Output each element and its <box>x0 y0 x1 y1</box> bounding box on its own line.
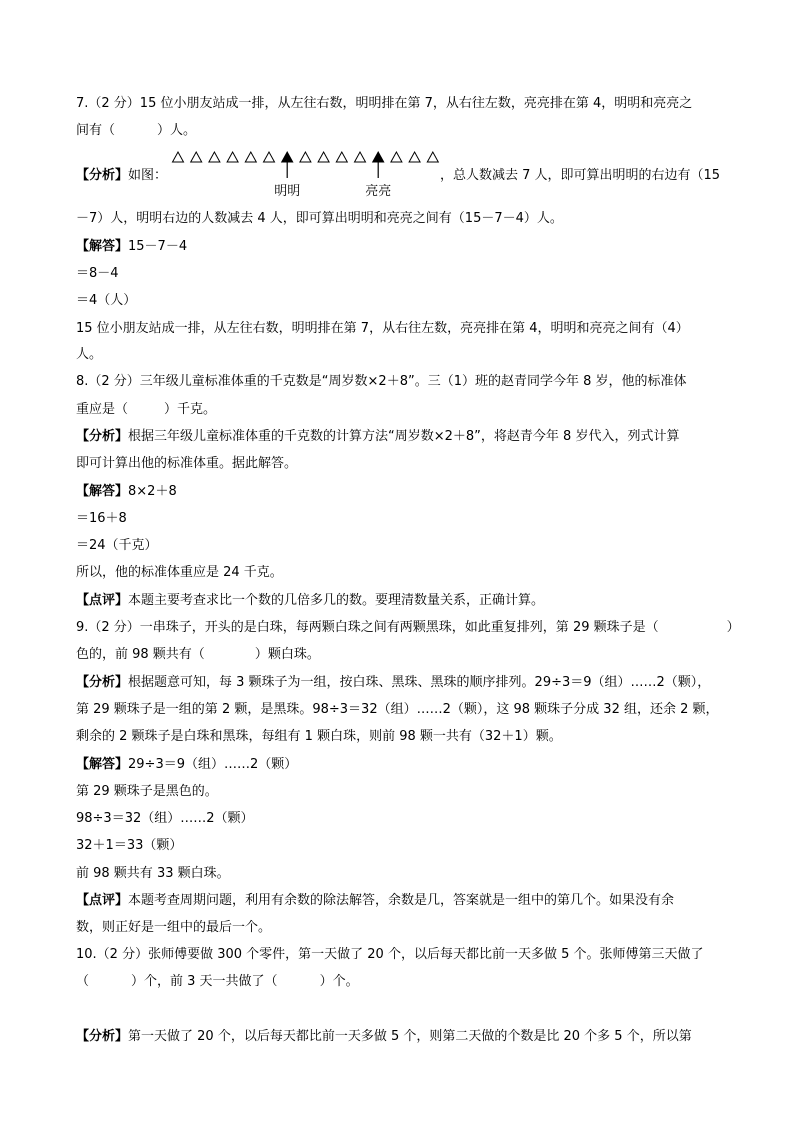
q7-stem-line1: 7.（2 分）15 位小朋友站成一排，从左往右数，明明排在第 7，从右往左数，亮亮排在第 4，明明和亮亮之 <box>76 96 693 111</box>
q8-stem-line1: 8.（2 分）三年级儿童标准体重的千克数是“周岁数×2＋8”。三（1）班的赵青同学今年 8 岁，他的标准体 <box>76 374 687 389</box>
q9-stem-line2 <box>76 646 320 664</box>
q7-analysis-tag: 【分析】 <box>76 168 129 183</box>
q9-analysis-text: 根据题意可知，每 3 颗珠子为一组，按白珠、黑珠、黑珠的顺序排列。29÷3＝9（组）……2（颗）， <box>128 675 711 690</box>
q8-solution-line1 <box>76 483 177 501</box>
q10-stem-line2 <box>76 973 359 991</box>
q9-analysis-tag: 【分析】 <box>76 675 129 690</box>
q9-review-line2: 数，则正好是一组中的最后一个。 <box>76 920 272 935</box>
q8-stem-line2 <box>76 401 216 419</box>
q7-solution-tag: 【解答】 <box>76 239 129 254</box>
person-triangle <box>300 152 311 162</box>
q10-analysis-text: 第一天做了 20 个，以后每天都比前一天多做 5 个，则第二天做的个数是比 20 个多 5 个，所以第 <box>128 1029 692 1044</box>
q8-solution-expr: 8×2＋8 <box>128 484 177 499</box>
person-triangle <box>409 152 420 162</box>
q7-line-figure <box>170 150 442 198</box>
q10-stem-line1: 10.（2 分）张师傅要做 300 个零件，第一天做了 20 个，以后每天都比前一天多做 5 个。张师傅第三天做了 <box>76 947 704 962</box>
q9-stem-line1 <box>76 619 740 637</box>
q9-solution-line4: 32＋1＝33（颗） <box>76 838 183 853</box>
q9-analysis-line3: 剩余的 2 颗珠子是白珠和黑珠，每组有 1 颗白珠，则前 98 颗一共有（32＋1）颗。 <box>76 729 562 744</box>
q7-analysis-prefix: 如图： <box>128 168 168 183</box>
person-triangle <box>209 152 220 162</box>
label-mingming: 明明 <box>274 184 301 198</box>
person-triangle <box>391 152 402 162</box>
q7-solution-expr: 15－7－4 <box>128 239 188 254</box>
q9-stem-text: 9.（2 分）一串珠子，开头的是白珠，每两颗白珠之间有两颗黑珠，如此重复排列，第 29 颗珠子是（ <box>76 620 659 635</box>
q7-conclusion-line1: 15 位小朋友站成一排，从左往右数，明明排在第 7，从右往左数，亮亮排在第 4，明明和亮亮之间有（4） <box>76 321 689 336</box>
q9-solution-line3: 98÷3＝32（组）……2（颗） <box>76 811 254 826</box>
q8-analysis-line2: 即可计算出他的标准体重。据此解答。 <box>76 456 298 471</box>
person-triangle <box>173 152 184 162</box>
q7-stem-text-end: ）人。 <box>157 123 197 138</box>
q7-analysis-line1 <box>76 167 167 185</box>
q10-stem-end: ）个。 <box>319 974 359 989</box>
q9-solution-expr: 29÷3＝9（组）……2（颗） <box>128 757 298 772</box>
q7-stem-text: 间有（ <box>76 123 116 138</box>
q8-analysis-line1 <box>76 428 679 446</box>
q8-stem-text-end: ）千克。 <box>164 402 217 417</box>
q8-review-tag: 【点评】 <box>76 593 129 608</box>
q9-review-line1 <box>76 892 674 910</box>
q8-review <box>76 592 544 610</box>
q9-review-tag: 【点评】 <box>76 893 129 908</box>
q8-review-text: 本题主要考查求比一个数的几倍多几的数。要理清数量关系，正确计算。 <box>128 593 545 608</box>
q8-solution-line2: ＝16＋8 <box>76 511 127 526</box>
q9-analysis-line2: 第 29 颗珠子是一组的第 2 颗，是黑珠。98÷3＝32（组）……2（颗），这 98 颗珠子分成 32 组，还余 2 颗， <box>76 702 719 717</box>
q9-solution-line2: 第 29 颗珠子是黑色的。 <box>76 784 218 799</box>
q7-stem-line2 <box>76 122 196 140</box>
q9-solution-line1 <box>76 756 297 774</box>
person-triangle <box>191 152 202 162</box>
person-triangle <box>227 152 238 162</box>
q10-analysis-tag: 【分析】 <box>76 1029 129 1044</box>
q9-stem-text-end: ） <box>726 620 740 635</box>
q8-solution-tag: 【解答】 <box>76 484 129 499</box>
label-liangliang: 亮亮 <box>365 184 392 198</box>
person-triangle <box>355 152 366 162</box>
q8-solution-line3: ＝24（千克） <box>76 538 158 553</box>
person-triangle <box>427 152 438 162</box>
q7-conclusion-line2: 人。 <box>76 347 103 362</box>
q9-stem-text2: 色的，前 98 颗共有（ <box>76 647 205 662</box>
q8-analysis-text: 根据三年级儿童标准体重的千克数的计算方法“周岁数×2＋8”，将赵青今年 8 岁代入，列式计算 <box>128 429 680 444</box>
person-triangle <box>318 152 329 162</box>
q10-stem-open: （ <box>76 974 90 989</box>
q9-analysis-line1 <box>76 674 710 692</box>
person-triangle <box>336 152 347 162</box>
q7-analysis-line2: －7）人，明明右边的人数减去 4 人，即可算出明明和亮亮之间有（15－7－4）人。 <box>76 211 563 226</box>
person-triangle <box>264 152 275 162</box>
q9-review-text: 本题考查周期问题，利用有余数的除法解答，余数是几，答案就是一组中的第几个。如果没有余 <box>128 893 675 908</box>
person-triangle <box>245 152 256 162</box>
marked-person-triangle <box>373 152 384 162</box>
q9-stem-text2-end: ）颗白珠。 <box>254 647 320 662</box>
q9-solution-line5: 前 98 颗共有 33 颗白珠。 <box>76 866 230 881</box>
q10-analysis-line1 <box>76 1028 692 1046</box>
q9-solution-tag: 【解答】 <box>76 757 129 772</box>
q7-solution-line2: ＝8－4 <box>76 266 119 281</box>
q10-stem-mid: ）个，前 3 天一共做了（ <box>131 974 278 989</box>
q7-solution-line1 <box>76 238 187 256</box>
q7-solution-line3: ＝4（人） <box>76 293 137 308</box>
q8-conclusion: 所以，他的标准体重应是 24 千克。 <box>76 565 283 580</box>
q8-stem-text: 重应是（ <box>76 402 129 417</box>
q8-analysis-tag: 【分析】 <box>76 429 129 444</box>
marked-person-triangle <box>282 152 293 162</box>
q7-analysis-suffix: ，总人数减去 7 人，即可算出明明的右边有（15 <box>440 168 721 183</box>
